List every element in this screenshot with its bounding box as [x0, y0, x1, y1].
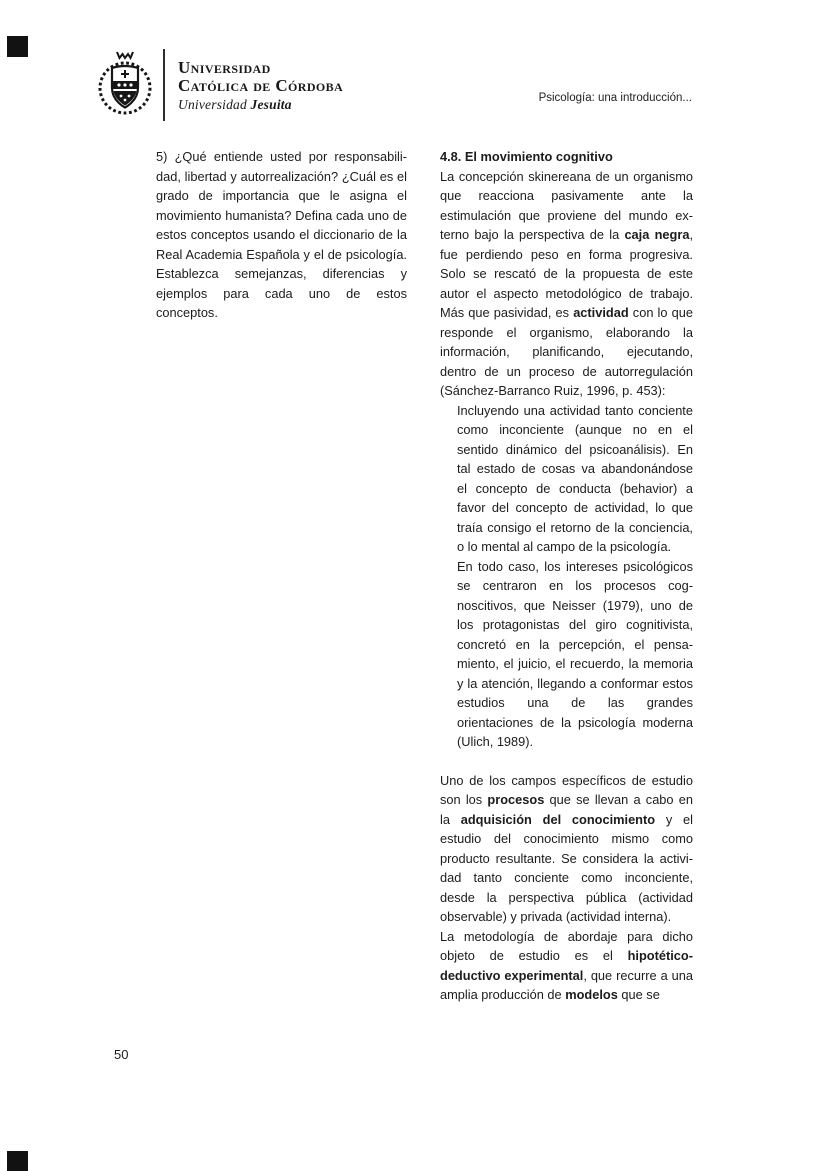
- university-subtitle-regular: Universidad: [178, 97, 251, 112]
- university-brand: [97, 46, 343, 124]
- section-heading: 4.8. El movimiento cognitivo: [440, 149, 613, 164]
- university-name-line1: Universidad: [178, 58, 271, 77]
- university-subtitle: [178, 97, 343, 113]
- block-quote: [457, 401, 693, 752]
- brand-divider: [163, 49, 165, 121]
- right-column: [440, 147, 693, 1005]
- paragraph-fields-of-study: Uno de los campos específicos de estudio son los procesos que se llevan a cabo en la adquisición del conocimiento y el estudio del conocimiento mismo como producto resultante. Se considera la actividad tanto conciente como inconciente, desde la perspectiva pública (actividad observable) y privada (actividad interna).: [440, 772, 694, 924]
- university-crest-logo: [97, 46, 153, 124]
- crop-mark-bottom-left: [7, 1151, 28, 1171]
- paragraph-methodology: La metodología de abordaje para dicho objeto de estudio es el hipotético-deductivo experimental, que recurre a una amplia producción de modelos que se: [440, 928, 693, 1002]
- university-subtitle-bold: Jesuita: [250, 97, 292, 112]
- page-number: 50: [114, 1047, 129, 1062]
- exercise-question-5: 5) ¿Qué entiende usted por responsabilidad, libertad y autorrealización? ¿Cuál es el grado de importancia que le asigna el movimiento humanista? Defina cada uno de estos conceptos usando el diccionario de la Real Academia Española y el de psicología. Establezca semejanzas, diferencias y ejemplos para cada uno de estos conceptos.: [156, 149, 407, 320]
- brand-text: [178, 57, 343, 113]
- paragraph-cognitive-intro: La concepción skinereana de un organismo que reacciona pasivamente ante la estimulación que proviene del mundo externo bajo la perspectiva de la caja negra, fue perdiendo peso en forma progresiva. Solo se rescató de la propuesta de este autor el aspecto metodológico de trabajo. Más que pasividad, es actividad con lo que responde el organismo, elaborando la información, planificando, ejecutando, dentro de un proceso de autorregulación (Sánchez-Barranco Ruiz, 1996, p. 453):: [440, 168, 693, 398]
- left-column: [156, 147, 407, 323]
- university-name-line2: Católica de Córdoba: [178, 76, 344, 95]
- running-title: Psicología: una introducción...: [538, 92, 692, 104]
- block-quote-paragraph-1: Incluyendo una actividad tanto conciente como inconciente (aunque no en el sentido dinámico del psicoanálisis). En tal estado de cosas va abandonándose el concepto de conducta (behavior) a favor del concepto de actividad, lo que traía consigo el retorno de la conciencia, o lo mental al campo de la psicología.: [457, 402, 693, 554]
- block-quote-paragraph-2: En todo caso, los intereses psicológicos se centraron en los procesos cognoscitivos, que Neisser (1979), uno de los protagonistas del giro cognitivista, concretó en la percepción, el pensamiento, el juicio, el recuerdo, la memoria y la atención, llegando a conformar estos estudios una de las grandes orientaciones de la psicología moderna (Ulich, 1989).: [457, 558, 693, 749]
- crop-mark-top-left: [7, 36, 28, 57]
